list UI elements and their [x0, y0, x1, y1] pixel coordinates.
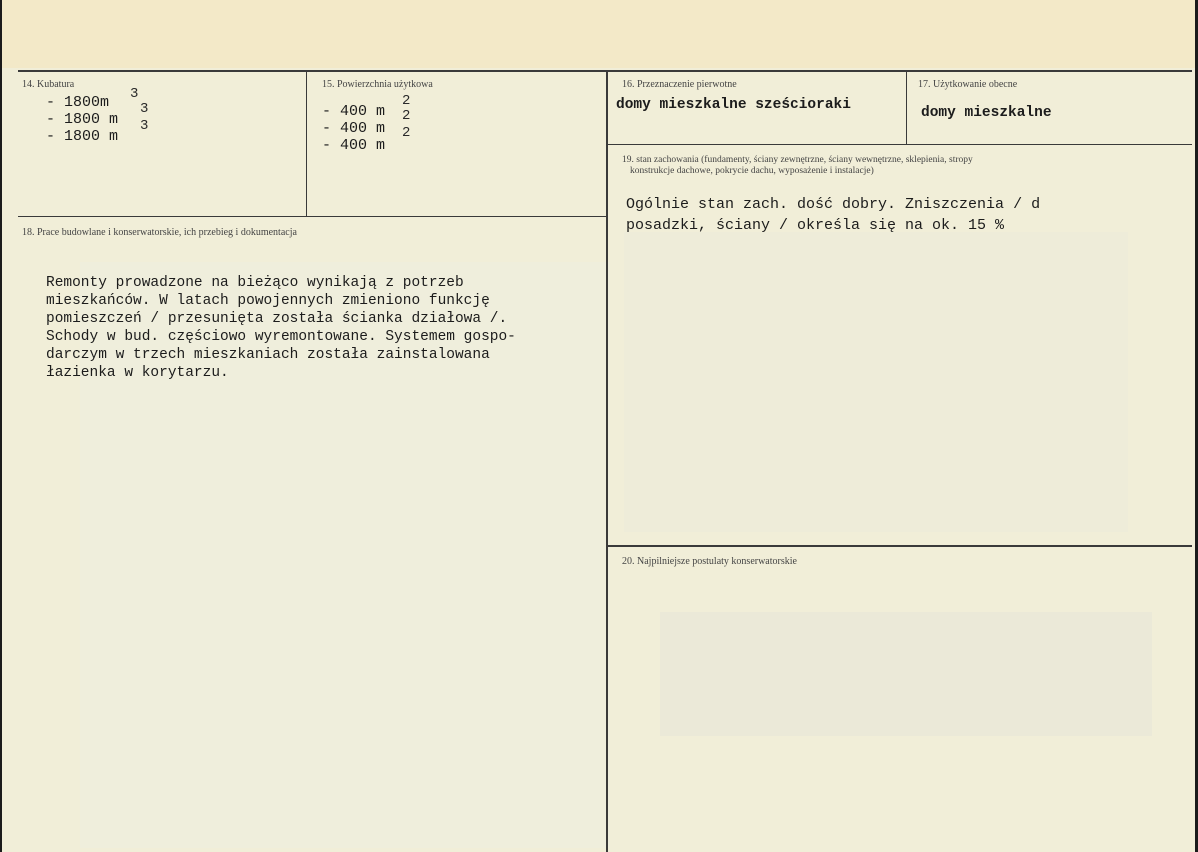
works-text-line: pomieszczeń / przesunięta została ścianka działowa /. [46, 311, 508, 327]
original-purpose-value: domy mieszkalne sześcioraki [616, 97, 851, 113]
volume-value-2: - 1800 m [46, 111, 119, 128]
field-16-label: 16. Przeznaczenie pierwotne [622, 79, 737, 90]
works-text-line: darczym w trzech mieszkaniach została zainstalowana [46, 347, 490, 363]
field-19-label-line2: konstrukcje dachowe, pokrycie dachu, wyposażenie i instalacje) [630, 166, 874, 176]
rule-16-17-bottom [608, 144, 1192, 145]
works-text-line: mieszkańców. W latach powojennych zmieniono funkcję [46, 293, 490, 309]
field-15-label: 15. Powierzchnia użytkowa [322, 79, 433, 90]
volume-unit-exp-2: 3 [140, 101, 149, 117]
works-text-line: łazienka w korytarzu. [46, 365, 229, 381]
divider-14-15 [306, 72, 307, 216]
area-unit-exp-1: 2 [402, 93, 411, 109]
area-value-3: - 400 m [322, 137, 386, 154]
divider-16-17 [906, 72, 907, 144]
erased-patch [624, 232, 1128, 532]
top-paper-band [0, 0, 1198, 68]
rule-14-15-bottom [18, 216, 608, 217]
area-value-2: - 400 m [322, 120, 386, 137]
top-rule [18, 70, 1192, 72]
rule-19-bottom [608, 545, 1192, 547]
field-18-label: 18. Prace budowlane i konserwatorskie, ich przebieg i dokumentacja [22, 227, 297, 238]
erased-patch [660, 612, 1152, 736]
left-border [0, 0, 2, 852]
field-20-label: 20. Najpilniejsze postulaty konserwatorskie [622, 556, 797, 567]
current-use-value: domy mieszkalne [921, 105, 1052, 121]
condition-text-line: Ogólnie stan zach. dość dobry. Zniszczenia / d [626, 196, 1041, 213]
works-text-line: Schody w bud. częściowo wyremontowane. Systemem gospo- [46, 329, 516, 345]
works-text-line: Remonty prowadzone na bieżąco wynikają z potrzeb [46, 275, 464, 291]
area-unit-exp-3: 2 [402, 125, 411, 141]
volume-value-3: - 1800 m [46, 128, 119, 145]
condition-text-line: posadzki, ściany / określa się na ok. 15 % [626, 217, 1005, 234]
volume-value-1: - 1800m [46, 94, 110, 111]
area-value-1: - 400 m [322, 103, 386, 120]
field-14-label: 14. Kubatura [22, 79, 75, 90]
volume-unit-exp-1: 3 [130, 86, 139, 102]
area-unit-exp-2: 2 [402, 108, 411, 124]
field-19-label-line1: 19. stan zachowania (fundamenty, ściany zewnętrzne, ściany wewnętrzne, sklepienia, stropy [622, 155, 973, 165]
field-17-label: 17. Użytkowanie obecne [918, 79, 1018, 90]
center-divider [606, 70, 608, 852]
volume-unit-exp-3: 3 [140, 118, 149, 134]
